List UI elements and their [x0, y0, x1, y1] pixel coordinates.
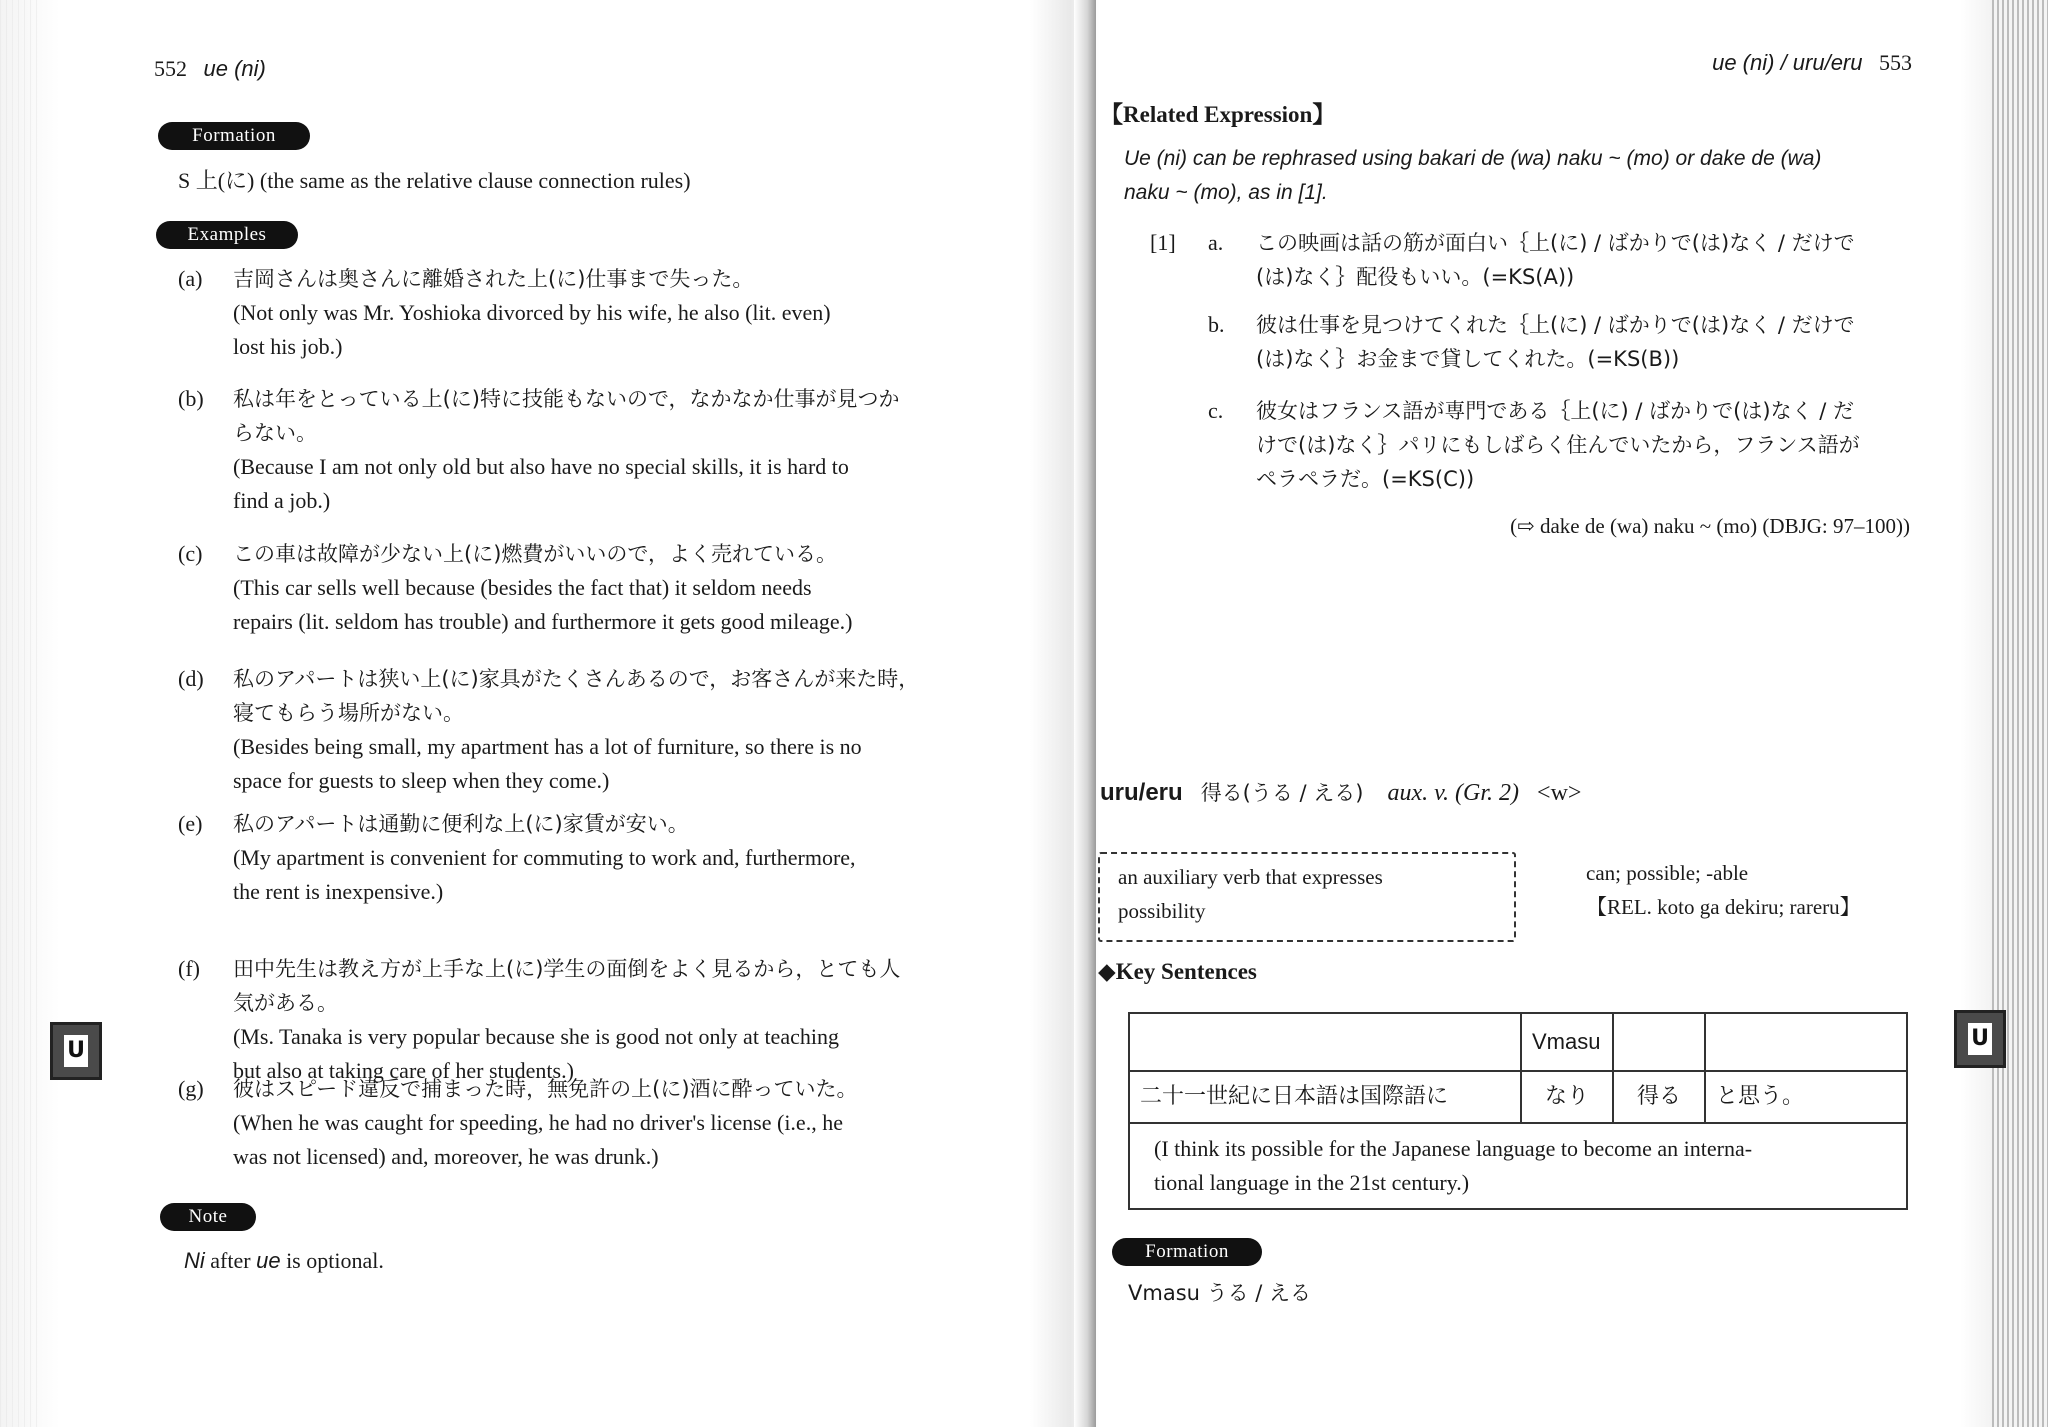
entry-headword: uru/eru	[1100, 779, 1183, 806]
example-letter: (c)	[178, 541, 203, 566]
example-english: was not licensed) and, moreover, he was drunk.)	[233, 1144, 659, 1169]
related-item-line: 彼女はフランス語が専門である｛上(に) / ばかりで(は)なく / だ	[1256, 399, 1854, 423]
key-sentences-label: ◆Key Sentences	[1098, 959, 1257, 984]
crossref: (⇨ dake de (wa) naku ~ (mo) (DBJG: 97–100))	[1510, 514, 1910, 538]
left-running-head	[154, 56, 266, 82]
ks-header-cell	[1129, 1013, 1521, 1071]
example-japanese: 私のアパートは狭い上(に)家具がたくさんあるので，お客さんが来た時，	[233, 667, 920, 691]
example-japanese: 私は年をとっている上(に)特に技能もないので，なかなか仕事が見つか	[233, 387, 900, 411]
ks-sentence-row	[1129, 1071, 1907, 1123]
related-item-line: ペラペラだ。(=KS(C))	[1256, 467, 1475, 491]
ks-translation-line2: tional language in the 21st century.)	[1154, 1170, 1470, 1195]
example-letter: (b)	[178, 386, 204, 411]
ks-translation-line1: (I think its possible for the Japanese language to become an interna-	[1154, 1136, 1753, 1161]
example-japanese: 田中先生は教え方が上手な上(に)学生の面倒をよく見るから，とても人	[233, 957, 901, 981]
example-japanese: 寝てもらう場所がない。	[233, 701, 464, 725]
entry-header	[1100, 776, 1581, 810]
ks-translation-row	[1129, 1123, 1907, 1209]
related-heading: 【Related Expression】	[1100, 102, 1336, 127]
example-english: repairs (lit. seldom has trouble) and furthermore it gets good mileage.)	[233, 609, 853, 634]
note-label: Note	[160, 1203, 256, 1231]
note-italic-ue: ue	[256, 1248, 281, 1273]
note-text	[184, 1244, 384, 1278]
formation-label-right: Formation	[1112, 1238, 1262, 1266]
side-tab-right	[1954, 1010, 2006, 1068]
related-item-line: (は)なく｝お金まで貸してくれた。(=KS(B))	[1256, 347, 1680, 371]
definition-line1: an auxiliary verb that expresses	[1118, 865, 1383, 889]
related-item-letter: b.	[1208, 312, 1225, 337]
book-gutter	[1074, 0, 1096, 1427]
ks-translation	[1129, 1123, 1907, 1209]
ks-header-cell	[1613, 1013, 1705, 1071]
example-japanese: 気がある。	[233, 991, 338, 1015]
gloss-line2: 【REL. koto ga dekiru; rareru】	[1586, 895, 1861, 919]
entry-pos: aux. v. (Gr. 2)	[1387, 780, 1520, 806]
ks-header-cell	[1705, 1013, 1907, 1071]
related-item-line: 彼は仕事を見つけてくれた｛上(に) / ばかりで(は)なく / だけで	[1256, 313, 1855, 337]
example-english: (When he was caught for speeding, he had no driver's license (i.e., he	[233, 1110, 843, 1135]
example-letter: (a)	[178, 266, 203, 291]
right-head-title: ue (ni) / uru/eru	[1712, 50, 1863, 75]
example-japanese: 彼はスピード違反で捕まった時，無免許の上(に)酒に酔っていた。	[233, 1077, 858, 1101]
example-english: find a job.)	[233, 488, 331, 513]
example-letter: (f)	[178, 956, 200, 981]
example-letter: (e)	[178, 811, 203, 836]
note-text-part2: is optional.	[280, 1248, 384, 1273]
example-english: (Because I am not only old but also have no special skills, it is hard to	[233, 454, 849, 479]
ks-header-row	[1129, 1013, 1907, 1071]
right-page-number: 553	[1879, 50, 1912, 75]
related-intro-line1: Ue (ni) can be rephrased using bakari de (wa) naku ~ (mo) or dake de (wa)	[1124, 147, 1822, 170]
gloss-line1: can; possible; -able	[1586, 861, 1749, 885]
example-japanese: らない。	[233, 421, 317, 445]
examples-label: Examples	[156, 221, 298, 249]
side-tab-letter-right: U	[1968, 1023, 1992, 1055]
related-item-number: [1]	[1150, 230, 1176, 255]
formation-text-left: S 上(に) (the same as the relative clause connection rules)	[178, 168, 691, 193]
left-page-edge	[0, 0, 40, 1427]
right-page-edge	[1992, 0, 2048, 1427]
side-tab-letter-left: U	[64, 1035, 88, 1067]
related-item-line: この映画は話の筋が面白い｛上(に) / ばかりで(は)なく / だけで	[1256, 231, 1855, 255]
example-english: but also at taking care of her students.)	[233, 1058, 574, 1083]
definition-line2: possibility	[1118, 899, 1206, 923]
ks-cell: と思う。	[1705, 1071, 1907, 1123]
left-head-title: ue (ni)	[203, 56, 266, 81]
gloss	[1586, 856, 1861, 924]
example-japanese: 私のアパートは通勤に便利な上(に)家賃が安い。	[233, 812, 689, 836]
example-english: lost his job.)	[233, 334, 343, 359]
right-running-head	[1672, 50, 1912, 76]
example-letter: (g)	[178, 1076, 204, 1101]
formation-label-left: Formation	[158, 122, 310, 150]
example-english: (This car sells well because (besides the fact that) it seldom needs	[233, 575, 812, 600]
note-text-part1: after	[204, 1248, 257, 1273]
definition-text	[1118, 860, 1383, 928]
example-letter: (d)	[178, 666, 204, 691]
note-italic-ni: Ni	[184, 1248, 205, 1273]
entry-kana: 得る(うる / える)	[1200, 781, 1364, 805]
formation-text-right: Vmasu うる / える	[1128, 1281, 1312, 1305]
example-english: (My apartment is convenient for commuting to work and, furthermore,	[233, 845, 856, 870]
ks-cell: 得る	[1613, 1071, 1705, 1123]
example-japanese: 吉岡さんは奥さんに離婚された上(に)仕事まで失った。	[233, 267, 754, 291]
entry-tag: <w>	[1537, 780, 1582, 806]
example-english: space for guests to sleep when they come.)	[233, 768, 610, 793]
example-english: (Besides being small, my apartment has a lot of furniture, so there is no	[233, 734, 862, 759]
ks-cell: なり	[1521, 1071, 1613, 1123]
related-intro	[1124, 142, 1924, 210]
related-item-line: (は)なく｝配役もいい。(=KS(A))	[1256, 265, 1575, 289]
related-item-letter: c.	[1208, 398, 1224, 423]
left-page-number: 552	[154, 56, 187, 81]
example-english: the rent is inexpensive.)	[233, 879, 444, 904]
related-item-letter: a.	[1208, 230, 1224, 255]
ks-header-cell: Vmasu	[1521, 1013, 1613, 1071]
related-intro-line2: naku ~ (mo), as in [1].	[1124, 181, 1328, 204]
related-item-line: けで(は)なく｝パリにもしばらく住んでいたから，フランス語が	[1256, 433, 1860, 457]
key-sentence-table	[1128, 1012, 1908, 1210]
example-english: (Not only was Mr. Yoshioka divorced by his wife, he also (lit. even)	[233, 300, 831, 325]
example-japanese: この車は故障が少ない上(に)燃費がいいので，よく売れている。	[233, 542, 837, 566]
ks-cell: 二十一世紀に日本語は国際語に	[1129, 1071, 1521, 1123]
side-tab-left	[50, 1022, 102, 1080]
definition-box	[1098, 852, 1516, 942]
example-english: (Ms. Tanaka is very popular because she is good not only at teaching	[233, 1024, 839, 1049]
